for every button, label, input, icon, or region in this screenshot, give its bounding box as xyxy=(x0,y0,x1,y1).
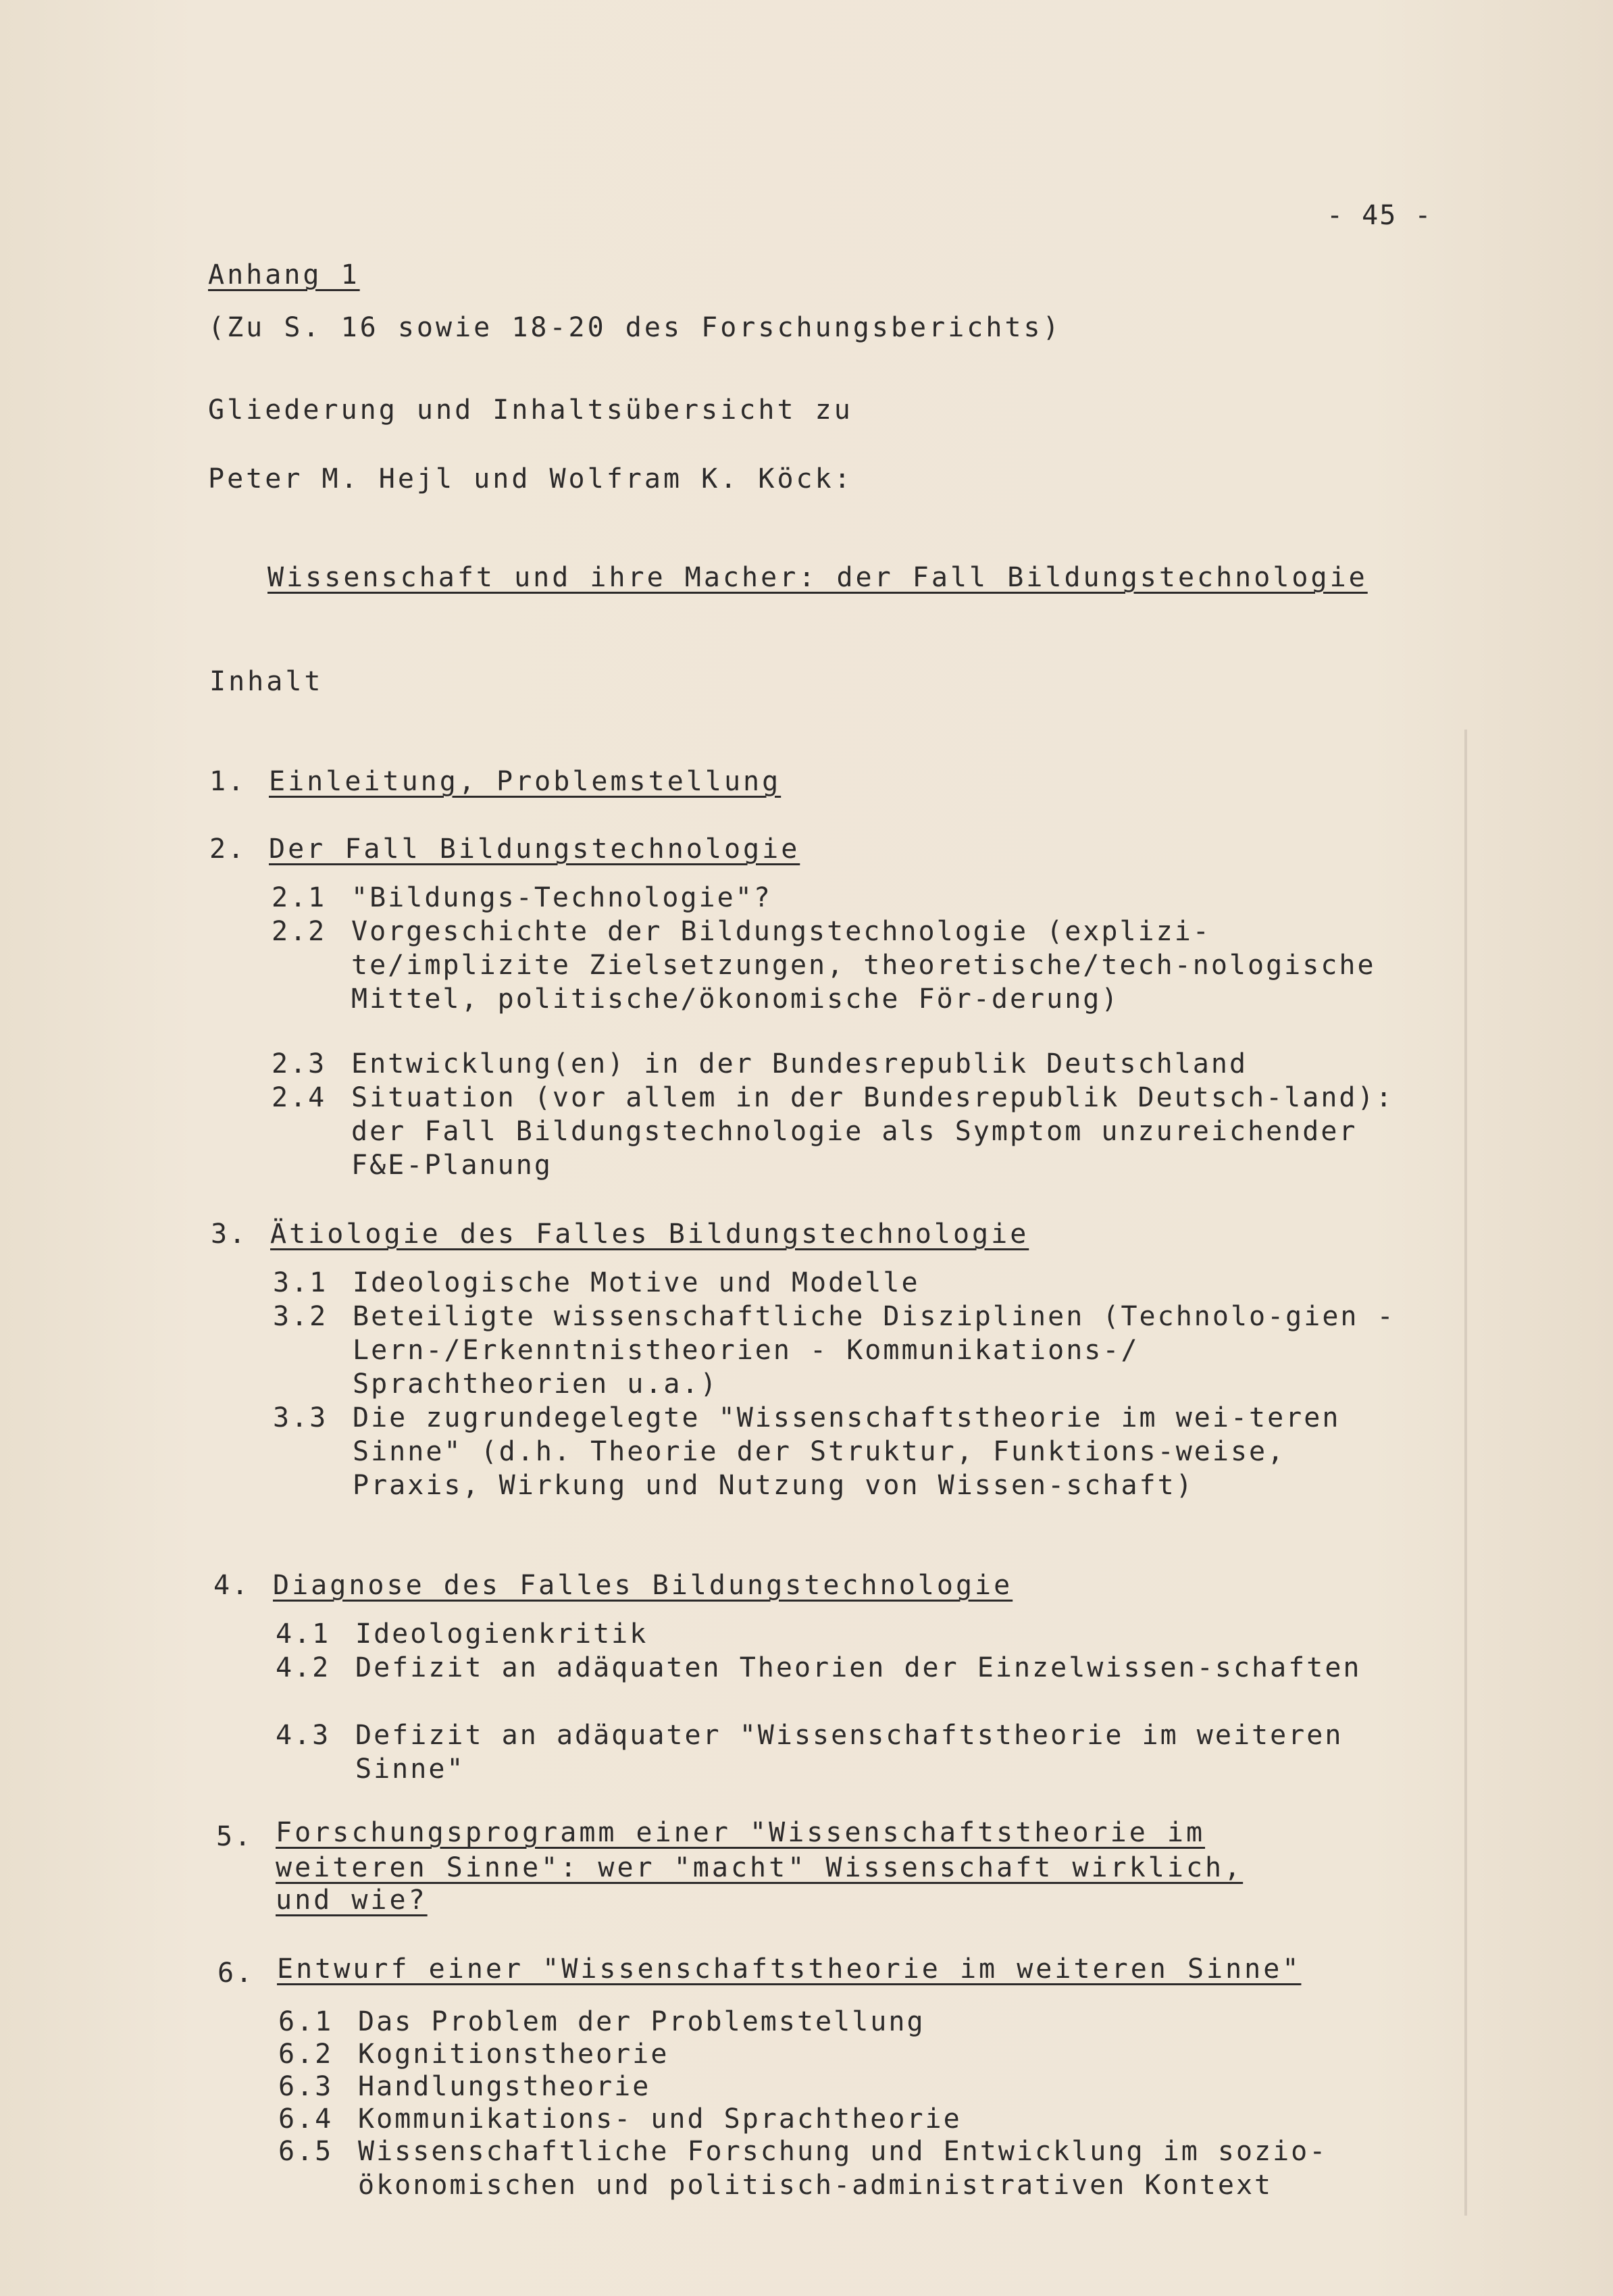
section-title: Einleitung, Problemstellung xyxy=(269,766,782,797)
subsection-number: 6.1 xyxy=(278,2006,334,2037)
subsection xyxy=(278,2070,1412,2103)
section-number: 5. xyxy=(216,1821,253,1852)
subsection xyxy=(272,1047,1405,1081)
subsection-number: 6.4 xyxy=(278,2103,334,2135)
subsection-number: 4.1 xyxy=(276,1618,331,1650)
section-number: 2. xyxy=(209,834,247,865)
appendix-reference: (Zu S. 16 sowie 18-20 des Forschungsberichts) xyxy=(208,312,1062,343)
subsection-text: Entwicklung(en) in der Bundesrepublik Deutschland xyxy=(351,1048,1248,1079)
subsection xyxy=(276,1617,1409,1651)
subsection-number: 6.3 xyxy=(278,2071,334,2102)
subsection-text: Ideologische Motive und Modelle xyxy=(353,1267,920,1298)
subsection-number: 2.3 xyxy=(272,1048,327,1079)
section-title-line: Forschungsprogramm einer "Wissenschaftstheorie im xyxy=(276,1817,1206,1848)
subsection xyxy=(278,2135,1412,2202)
subsection-number: 3.2 xyxy=(273,1301,328,1332)
subsection-number: 4.3 xyxy=(276,1720,331,1751)
subsection-number: 2.2 xyxy=(272,916,327,947)
subsection-number: 2.1 xyxy=(272,882,327,913)
subsection-text: Defizit an adäquater "Wissenschaftstheorie im weiteren Sinne" xyxy=(355,1720,1343,1785)
subsection-text: Ideologienkritik xyxy=(355,1618,648,1650)
section-number: 3. xyxy=(211,1219,248,1250)
subsection xyxy=(272,915,1405,1016)
subsection-number: 4.2 xyxy=(276,1652,331,1683)
subsection-text: Beteiligte wissenschaftliche Disziplinen (Technolo-gien - Lern-/Erkenntnistheorien - Kommunikations-/ Sprachtheorien u.a.) xyxy=(353,1301,1396,1400)
authors: Peter M. Hejl und Wolfram K. Köck: xyxy=(208,463,853,494)
contents-heading: Inhalt xyxy=(209,666,324,697)
section-title: Der Fall Bildungstechnologie xyxy=(269,834,800,865)
intro-text: Gliederung und Inhaltsübersicht zu xyxy=(208,394,853,426)
section-number: 6. xyxy=(217,1958,255,1989)
subsection-text: Das Problem der Problemstellung xyxy=(358,2006,925,2037)
section-title-line: und wie? xyxy=(276,1885,428,1916)
section-title: Entwurf einer "Wissenschaftstheorie im weiteren Sinne" xyxy=(277,1954,1302,1985)
subsection-text: Handlungstheorie xyxy=(358,2071,651,2102)
work-title: Wissenschaft und ihre Macher: der Fall Bildungstechnologie xyxy=(267,562,1368,593)
subsection xyxy=(273,1300,1406,1401)
subsection-text: Wissenschaftliche Forschung und Entwicklung im sozio-ökonomischen und politisch-administrativen Kontext xyxy=(358,2136,1328,2201)
bleed-through-line xyxy=(1464,730,1467,2216)
appendix-label: Anhang 1 xyxy=(208,259,360,290)
section-title: Ätiologie des Falles Bildungstechnologie xyxy=(270,1219,1029,1250)
subsection xyxy=(276,1651,1409,1685)
subsection xyxy=(278,2037,1412,2071)
page-number: - 45 - xyxy=(1327,200,1433,231)
subsection xyxy=(278,2005,1412,2039)
subsection-text: Die zugrundegelegte "Wissenschaftstheorie im wei-teren Sinne" (d.h. Theorie der Struktur, Funktions-weise, Praxis, Wirkung und Nutzung von Wissen-schaft) xyxy=(353,1402,1341,1501)
section-title-line: weiteren Sinne": wer "macht" Wissenschaft wirklich, xyxy=(276,1852,1244,1883)
section-title: Diagnose des Falles Bildungstechnologie xyxy=(273,1570,1013,1601)
subsection-number: 3.3 xyxy=(273,1402,328,1433)
subsection xyxy=(276,1718,1409,1786)
section-number: 1. xyxy=(209,766,247,797)
subsection-number: 6.5 xyxy=(278,2136,334,2167)
subsection xyxy=(273,1266,1406,1300)
subsection xyxy=(272,881,1405,915)
subsection-number: 2.4 xyxy=(272,1082,327,1113)
subsection xyxy=(278,2102,1412,2136)
subsection-text: Vorgeschichte der Bildungstechnologie (explizi-te/implizite Zielsetzungen, theoretische/tech-nologische Mittel, politische/ökonomische För-derung) xyxy=(351,916,1376,1015)
subsection xyxy=(273,1401,1406,1502)
section-number: 4. xyxy=(213,1570,251,1601)
subsection-text: Kommunikations- und Sprachtheorie xyxy=(358,2103,962,2135)
subsection-text: Kognitionstheorie xyxy=(358,2039,669,2070)
subsection-text: "Bildungs-Technologie"? xyxy=(351,882,772,913)
subsection-number: 3.1 xyxy=(273,1267,328,1298)
subsection-text: Situation (vor allem in der Bundesrepublik Deutsch-land): der Fall Bildungstechnologie als Symptom unzureichender F&E-Planung xyxy=(351,1082,1394,1181)
subsection xyxy=(272,1081,1405,1182)
subsection-text: Defizit an adäquaten Theorien der Einzelwissen-schaften xyxy=(355,1652,1362,1683)
subsection-number: 6.2 xyxy=(278,2039,334,2070)
